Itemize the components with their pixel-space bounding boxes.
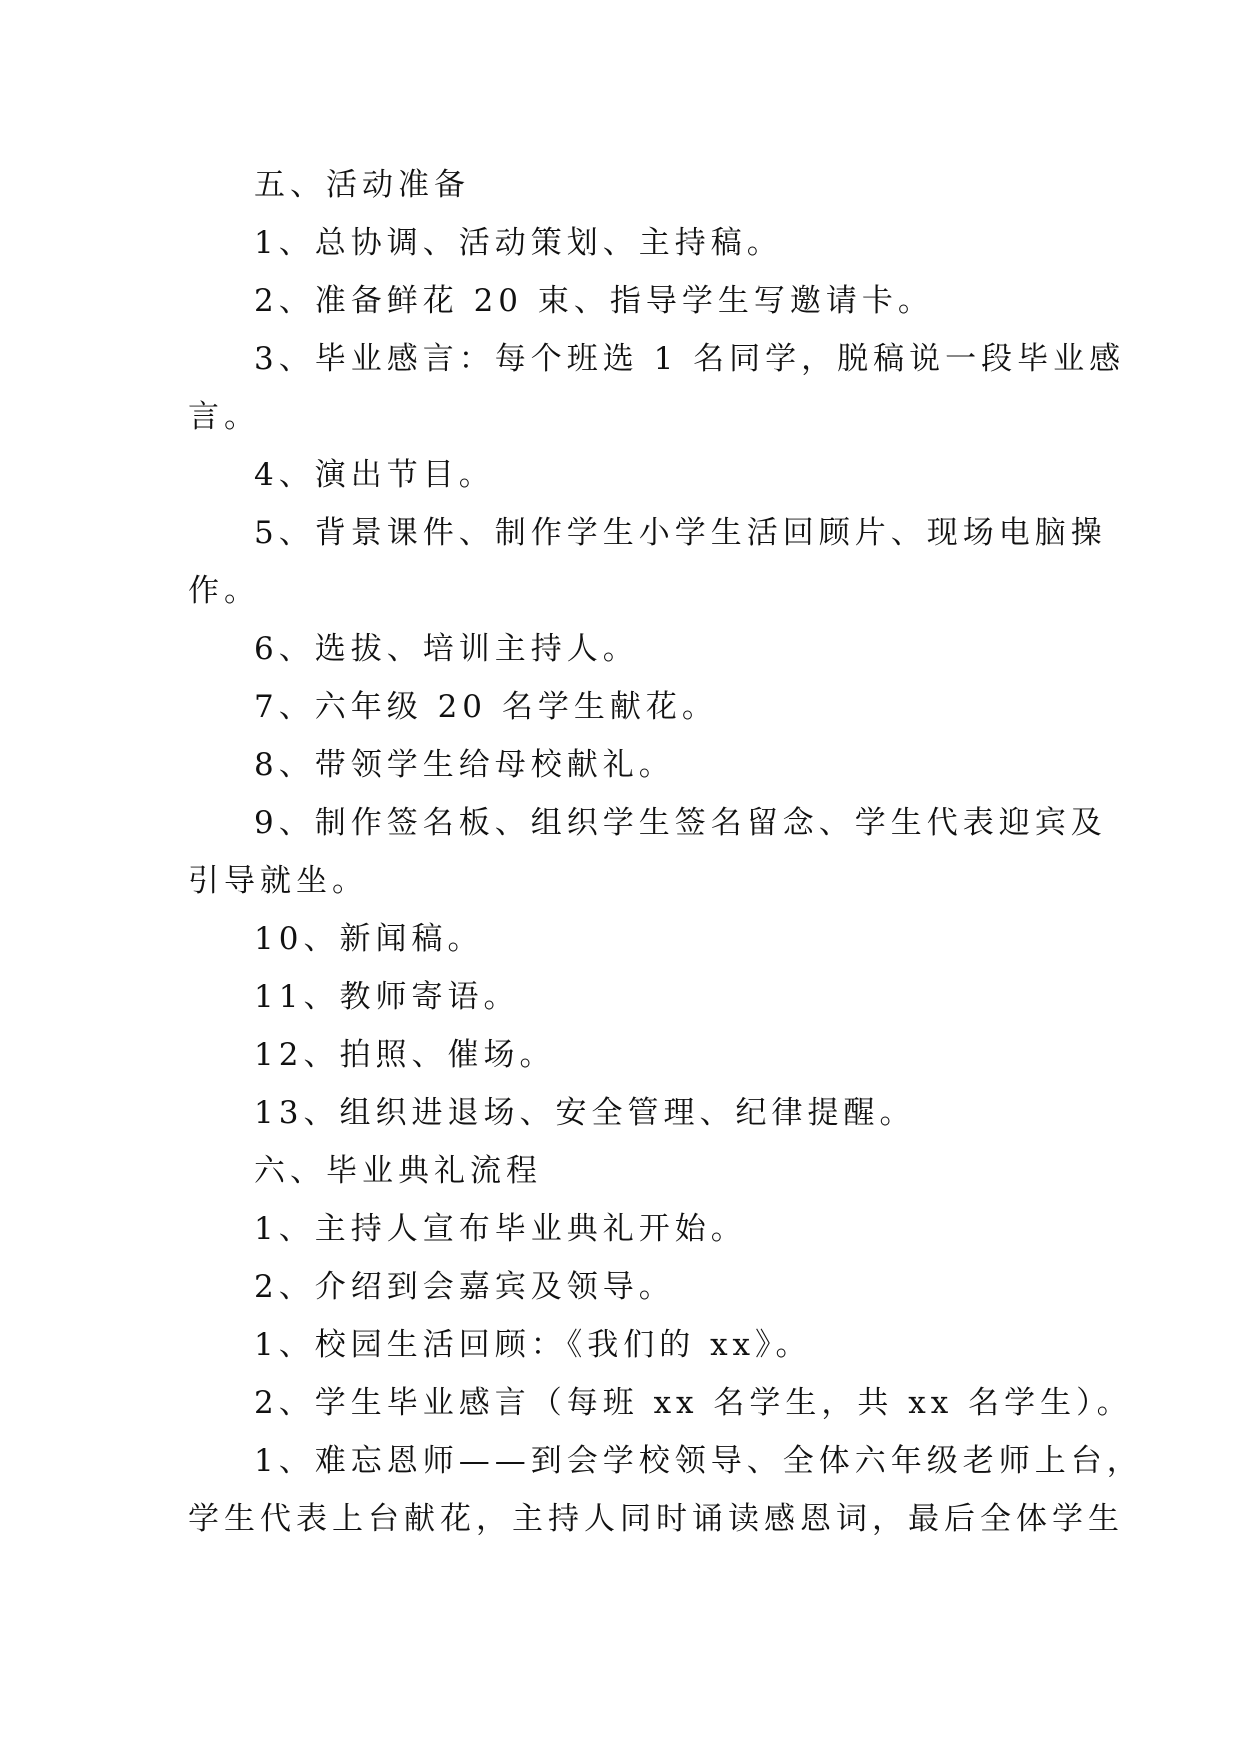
paragraph-line: 2、介绍到会嘉宾及领导。	[254, 1269, 675, 1305]
paragraph-line: 言。	[188, 399, 260, 435]
paragraph-line: 12、拍照、催场。	[254, 1037, 556, 1073]
paragraph-line: 引导就坐。	[188, 863, 368, 899]
paragraph-line: 5、背景课件、制作学生小学生活回顾片、现场电脑操	[254, 515, 1107, 551]
paragraph-line: 13、组织进退场、安全管理、纪律提醒。	[254, 1095, 916, 1131]
paragraph-line: 7、六年级 20 名学生献花。	[254, 689, 718, 725]
paragraph-line: 1、难忘恩师——到会学校领导、全体六年级老师上台，	[254, 1443, 1143, 1479]
paragraph-line: 1、校园生活回顾：《我们的 xx》。	[254, 1327, 812, 1363]
paragraph-line: 作。	[188, 573, 260, 609]
paragraph-line: 6、选拔、培训主持人。	[254, 631, 639, 667]
paragraph-line: 9、制作签名板、组织学生签名留念、学生代表迎宾及	[254, 805, 1107, 841]
paragraph-line: 学生代表上台献花，主持人同时诵读感恩词，最后全体学生	[188, 1501, 1124, 1537]
section-heading-preparation: 五、活动准备	[254, 167, 470, 203]
paragraph-line: 11、教师寄语。	[254, 979, 520, 1015]
paragraph-line: 8、带领学生给母校献礼。	[254, 747, 675, 783]
paragraph-line: 4、演出节目。	[254, 457, 495, 493]
paragraph-line: 3、毕业感言：每个班选 1 名同学，脱稿说一段毕业感	[254, 341, 1126, 377]
paragraph-line: 1、主持人宣布毕业典礼开始。	[254, 1211, 747, 1247]
paragraph-line: 1、总协调、活动策划、主持稿。	[254, 225, 783, 261]
section-heading-ceremony-flow: 六、毕业典礼流程	[254, 1153, 542, 1189]
paragraph-line: 10、新闻稿。	[254, 921, 484, 957]
paragraph-line: 2、学生毕业感言（每班 xx 名学生，共 xx 名学生）。	[254, 1385, 1133, 1421]
paragraph-line: 2、准备鲜花 20 束、指导学生写邀请卡。	[254, 283, 934, 319]
